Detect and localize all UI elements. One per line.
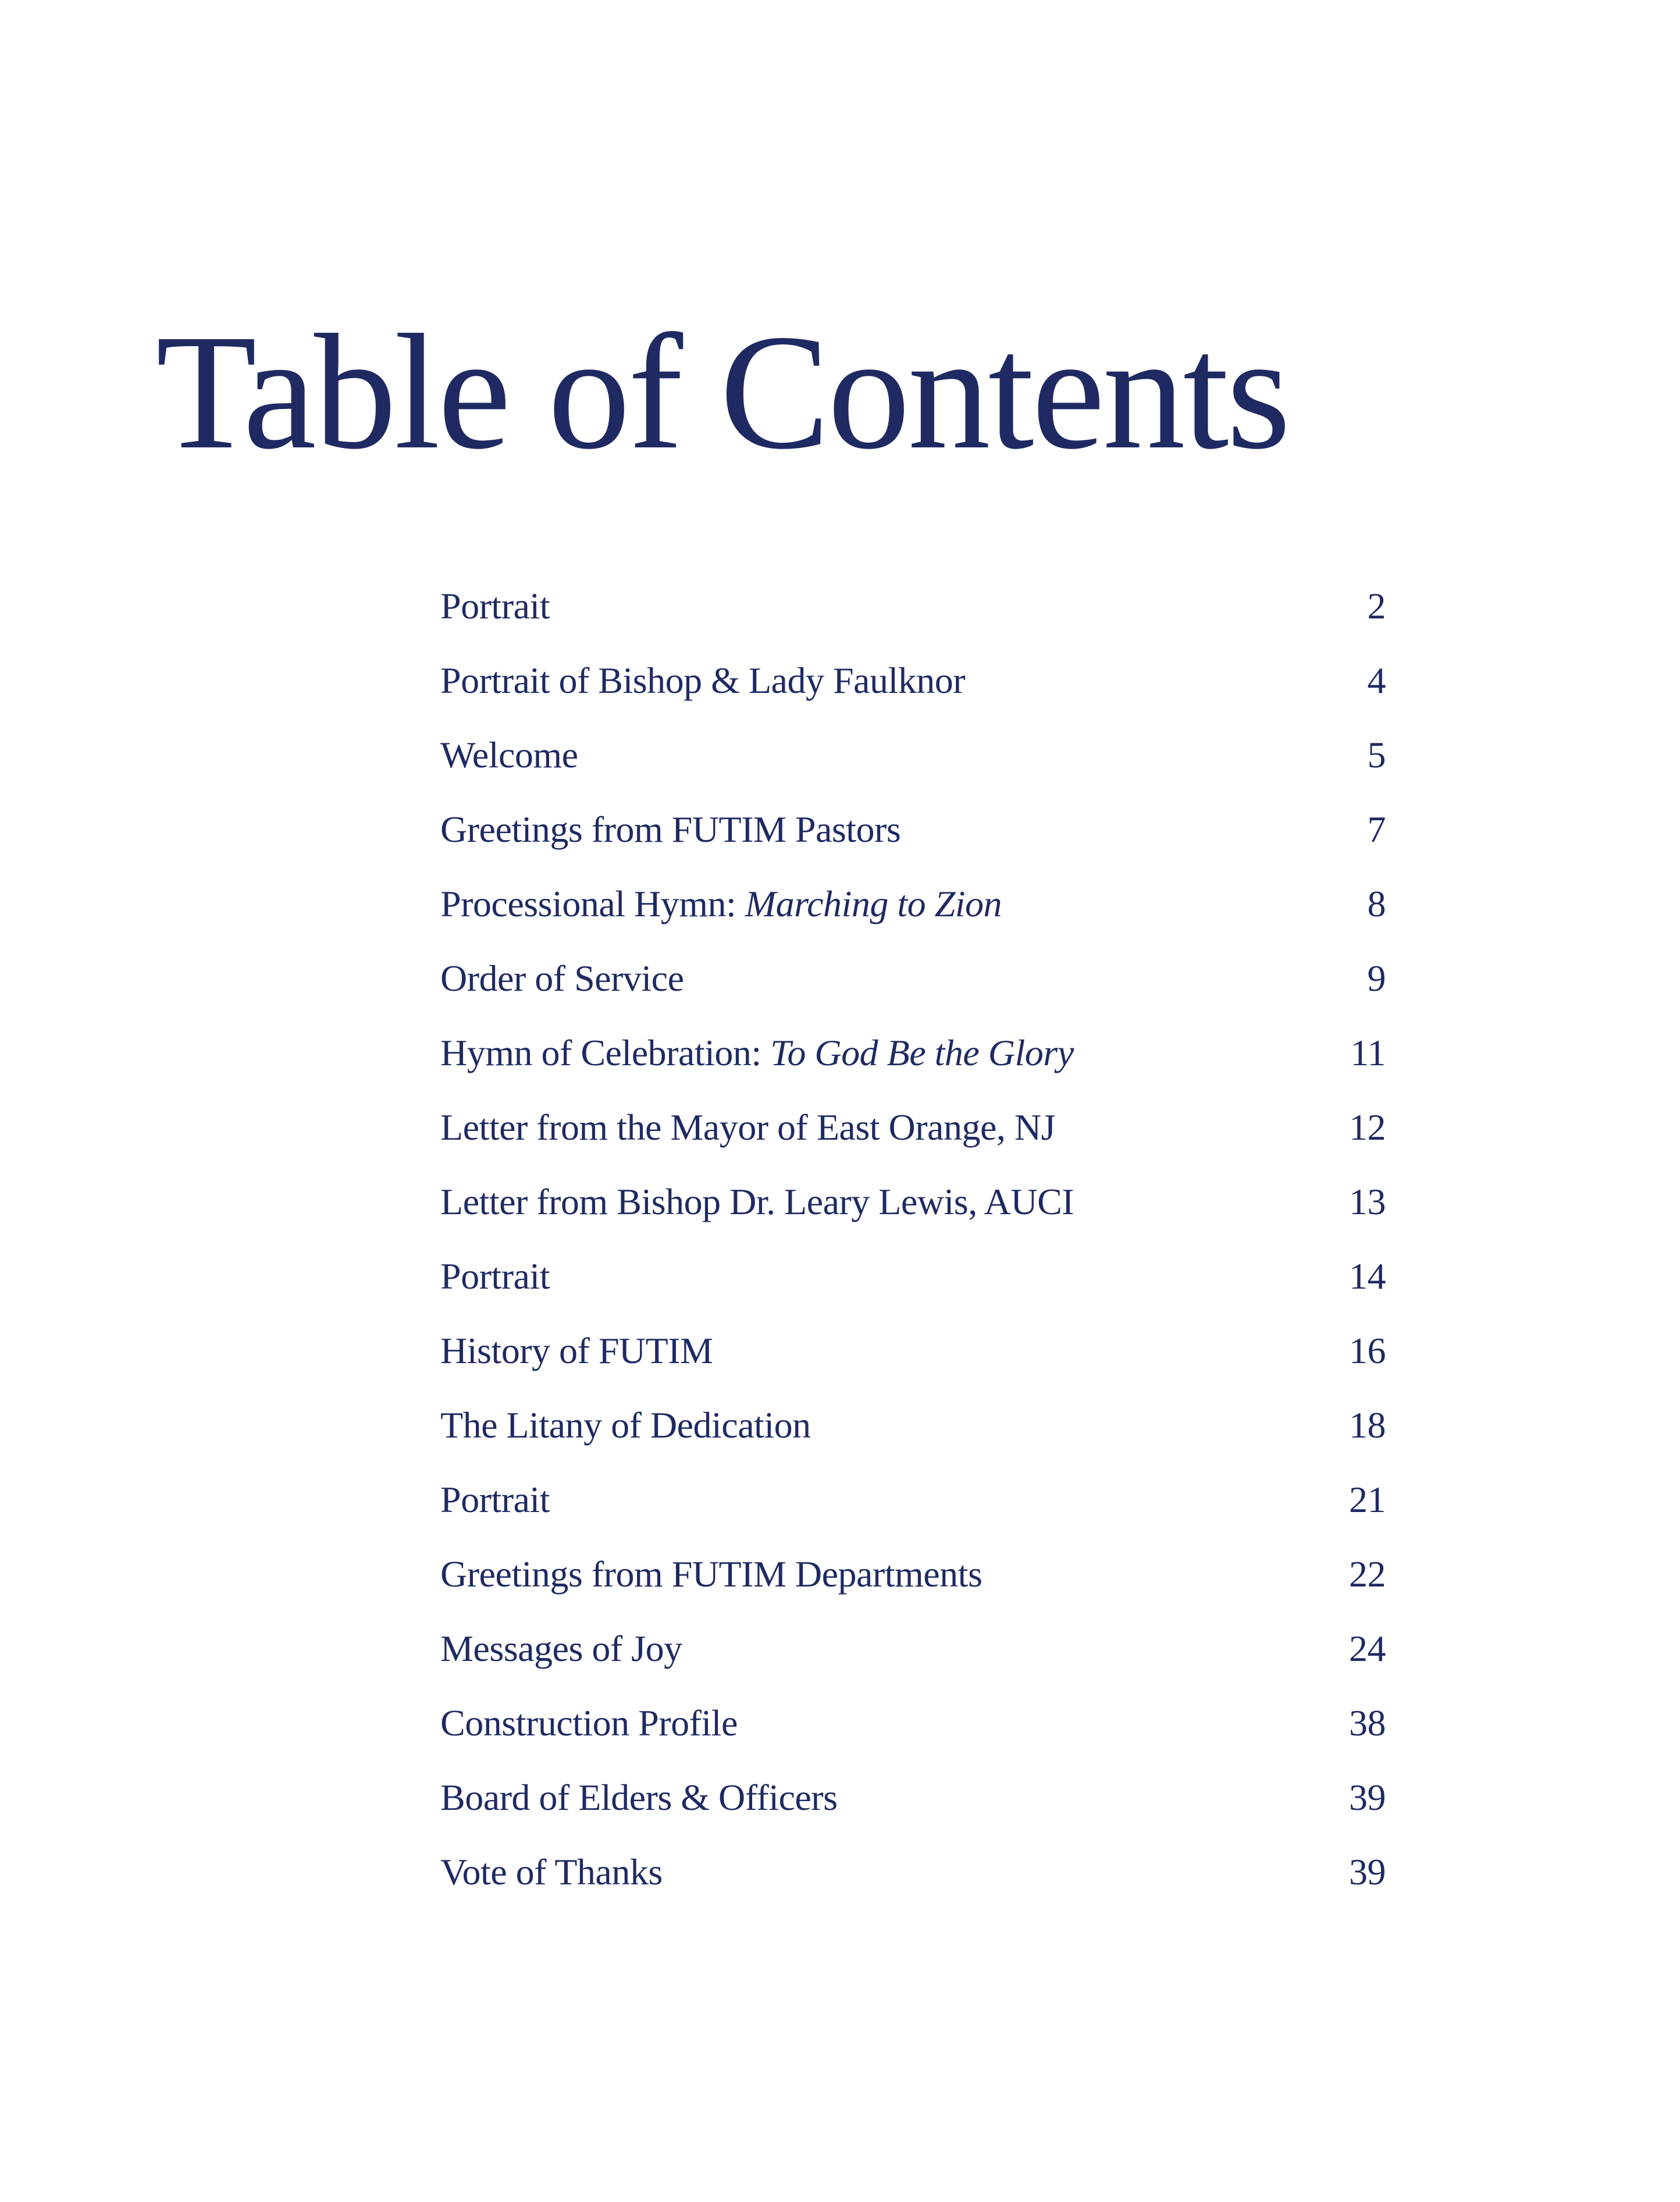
toc-entry-title: Processional Hymn:: [440, 883, 736, 924]
toc-entry-title: Portrait of Bishop & Lady Faulknor: [440, 660, 966, 701]
toc-entry-label: [440, 960, 684, 997]
toc-entry-title: Letter from the Mayor of East Orange, NJ: [440, 1107, 1055, 1148]
toc-entry-page: 22: [1349, 1553, 1386, 1595]
toc-entry-label: [440, 1630, 682, 1667]
toc-entry-title: Greetings from FUTIM Pastors: [440, 809, 901, 850]
toc-entry-label: [440, 1404, 811, 1446]
toc-entry[interactable]: [440, 960, 1386, 1034]
toc-entry-subtitle: To God Be the Glory: [770, 1032, 1074, 1073]
toc-entry[interactable]: [440, 885, 1386, 960]
toc-entry-title: Welcome: [440, 734, 578, 775]
toc-entry[interactable]: [440, 1109, 1386, 1183]
toc-entry-page: 2: [1367, 585, 1386, 627]
toc-entry-page: 12: [1349, 1107, 1386, 1148]
toc-entry-page: 11: [1350, 1032, 1386, 1073]
toc-entry-title: Hymn of Celebration:: [440, 1032, 761, 1073]
toc-entry[interactable]: [440, 1630, 1386, 1705]
toc-entry-subtitle: Marching to Zion: [745, 883, 1002, 924]
toc-entry-label: [440, 811, 900, 848]
toc-entry-title: Greetings from FUTIM Departments: [440, 1553, 983, 1595]
toc-entry-title: Portrait: [440, 1255, 550, 1297]
toc-entry[interactable]: [440, 811, 1386, 885]
toc-entry-page: 7: [1367, 809, 1386, 850]
toc-entry-page: 18: [1349, 1404, 1386, 1446]
toc-entry-title: Construction Profile: [440, 1702, 738, 1744]
toc-entry[interactable]: [440, 1851, 1386, 1928]
toc-entry-title: Vote of Thanks: [440, 1851, 663, 1892]
toc-entry-label: [440, 1702, 738, 1744]
toc-entry-page: 13: [1349, 1181, 1386, 1222]
toc-list: [440, 585, 1386, 1928]
toc-entry-title: History of FUTIM: [440, 1330, 713, 1371]
toc-entry-label: [440, 1553, 983, 1595]
toc-entry-label: [440, 1183, 1074, 1221]
toc-entry-title: Order of Service: [440, 958, 684, 999]
toc-entry-page: 16: [1349, 1330, 1386, 1371]
toc-entry[interactable]: [440, 1034, 1386, 1109]
toc-entry[interactable]: [440, 1404, 1386, 1481]
page-title: Table of Contents: [156, 301, 1289, 483]
toc-entry-title: Portrait: [440, 585, 550, 627]
toc-entry-page: 9: [1367, 958, 1386, 999]
toc-entry[interactable]: [440, 662, 1386, 737]
toc-entry-label: [440, 1779, 838, 1816]
toc-entry-label: [440, 885, 1002, 923]
toc-entry-title: The Litany of Dedication: [440, 1404, 811, 1446]
toc-entry-page: 24: [1349, 1628, 1386, 1669]
toc-entry-page: 4: [1367, 660, 1386, 701]
toc-entry-title: Messages of Joy: [440, 1628, 682, 1669]
toc-entry-label: [440, 1255, 550, 1297]
toc-entry-label: [440, 1034, 1074, 1072]
toc-entry[interactable]: [440, 1481, 1386, 1556]
toc-entry[interactable]: [440, 1183, 1386, 1258]
toc-entry[interactable]: [440, 1255, 1386, 1332]
toc-entry[interactable]: [440, 1702, 1386, 1779]
toc-entry-title: Portrait: [440, 1479, 550, 1520]
toc-entry-page: 8: [1367, 883, 1386, 924]
toc-entry[interactable]: [440, 1779, 1386, 1854]
toc-entry-page: 39: [1349, 1777, 1386, 1818]
toc-entry-page: 14: [1349, 1255, 1386, 1297]
toc-entry-page: 39: [1349, 1851, 1386, 1892]
toc-entry-page: 5: [1367, 734, 1386, 775]
toc-entry-label: [440, 1332, 713, 1369]
toc-entry[interactable]: [440, 1553, 1386, 1630]
toc-entry-title: Board of Elders & Officers: [440, 1777, 838, 1818]
toc-entry[interactable]: [440, 1332, 1386, 1407]
toc-entry-label: [440, 734, 578, 775]
toc-entry-label: [440, 662, 965, 699]
toc-entry-label: [440, 585, 550, 627]
toc-entry-label: [440, 1109, 1055, 1146]
toc-entry-label: [440, 1481, 550, 1518]
toc-entry[interactable]: [440, 734, 1386, 811]
toc-entry-label: [440, 1851, 663, 1892]
toc-entry-title: Letter from Bishop Dr. Leary Lewis, AUCI: [440, 1181, 1074, 1222]
toc-entry[interactable]: [440, 585, 1386, 662]
toc-entry-page: 38: [1349, 1702, 1386, 1744]
toc-entry-page: 21: [1349, 1479, 1386, 1520]
